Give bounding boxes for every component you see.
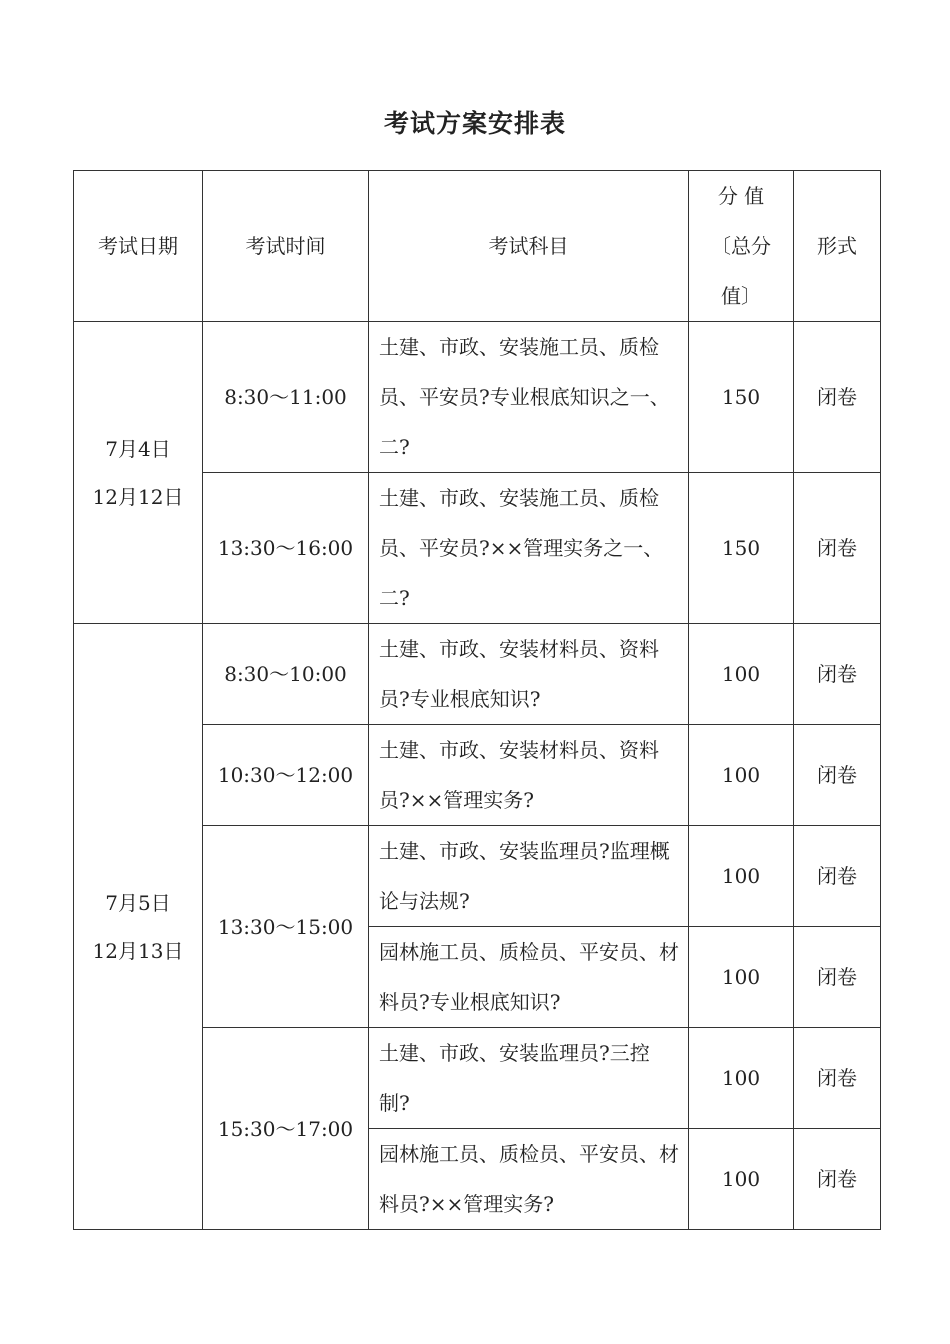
subject-cell: 园林施工员、质检员、平安员、材料员?××管理实务? xyxy=(369,1129,689,1230)
time-cell: 8:30～11:00 xyxy=(203,322,369,473)
header-time: 考试时间 xyxy=(203,171,369,322)
subject-cell: 土建、市政、安装材料员、资料员?专业根底知识? xyxy=(369,624,689,725)
form-cell: 闭卷 xyxy=(794,322,881,473)
subject-cell: 土建、市政、安装材料员、资料员?××管理实务? xyxy=(369,725,689,826)
form-cell: 闭卷 xyxy=(794,927,881,1028)
table-row xyxy=(74,624,881,725)
date-line: 12月12日 xyxy=(92,484,184,509)
form-cell: 闭卷 xyxy=(794,624,881,725)
header-row xyxy=(74,171,881,322)
subject-cell: 园林施工员、质检员、平安员、材料员?专业根底知识? xyxy=(369,927,689,1028)
header-date: 考试日期 xyxy=(74,171,203,322)
subject-cell: 土建、市政、安装监理员?三控制? xyxy=(369,1028,689,1129)
form-cell: 闭卷 xyxy=(794,725,881,826)
header-score-line2: 〔总分 xyxy=(711,234,771,258)
score-cell: 100 xyxy=(689,826,794,927)
score-cell: 100 xyxy=(689,725,794,826)
score-cell: 100 xyxy=(689,1129,794,1230)
form-cell: 闭卷 xyxy=(794,1028,881,1129)
exam-schedule-table xyxy=(73,170,881,1230)
header-form: 形式 xyxy=(794,171,881,322)
header-score-line3: 值〕 xyxy=(721,284,761,308)
header-subject: 考试科目 xyxy=(369,171,689,322)
form-cell: 闭卷 xyxy=(794,1129,881,1230)
subject-cell: 土建、市政、安装施工员、质检员、平安员?××管理实务之一、二? xyxy=(369,473,689,624)
time-cell: 8:30～10:00 xyxy=(203,624,369,725)
time-cell: 13:30～15:00 xyxy=(203,826,369,1028)
time-cell: 10:30～12:00 xyxy=(203,725,369,826)
subject-cell: 土建、市政、安装监理员?监理概论与法规? xyxy=(369,826,689,927)
form-cell: 闭卷 xyxy=(794,473,881,624)
date-cell-day2 xyxy=(74,624,203,1230)
time-cell: 13:30～16:00 xyxy=(203,473,369,624)
form-cell: 闭卷 xyxy=(794,826,881,927)
score-cell: 100 xyxy=(689,927,794,1028)
time-cell: 15:30～17:00 xyxy=(203,1028,369,1230)
date-line: 7月4日 xyxy=(105,436,171,461)
header-score xyxy=(689,171,794,322)
page-title: 考试方案安排表 xyxy=(383,109,566,138)
subject-cell: 土建、市政、安装施工员、质检员、平安员?专业根底知识之一、二? xyxy=(369,322,689,473)
date-line: 12月13日 xyxy=(92,938,184,963)
date-cell-day1 xyxy=(74,322,203,624)
date-line: 7月5日 xyxy=(105,890,171,915)
header-score-line1: 分 值 xyxy=(717,184,765,208)
score-cell: 150 xyxy=(689,322,794,473)
score-cell: 100 xyxy=(689,624,794,725)
score-cell: 100 xyxy=(689,1028,794,1129)
table-row xyxy=(74,322,881,473)
score-cell: 150 xyxy=(689,473,794,624)
